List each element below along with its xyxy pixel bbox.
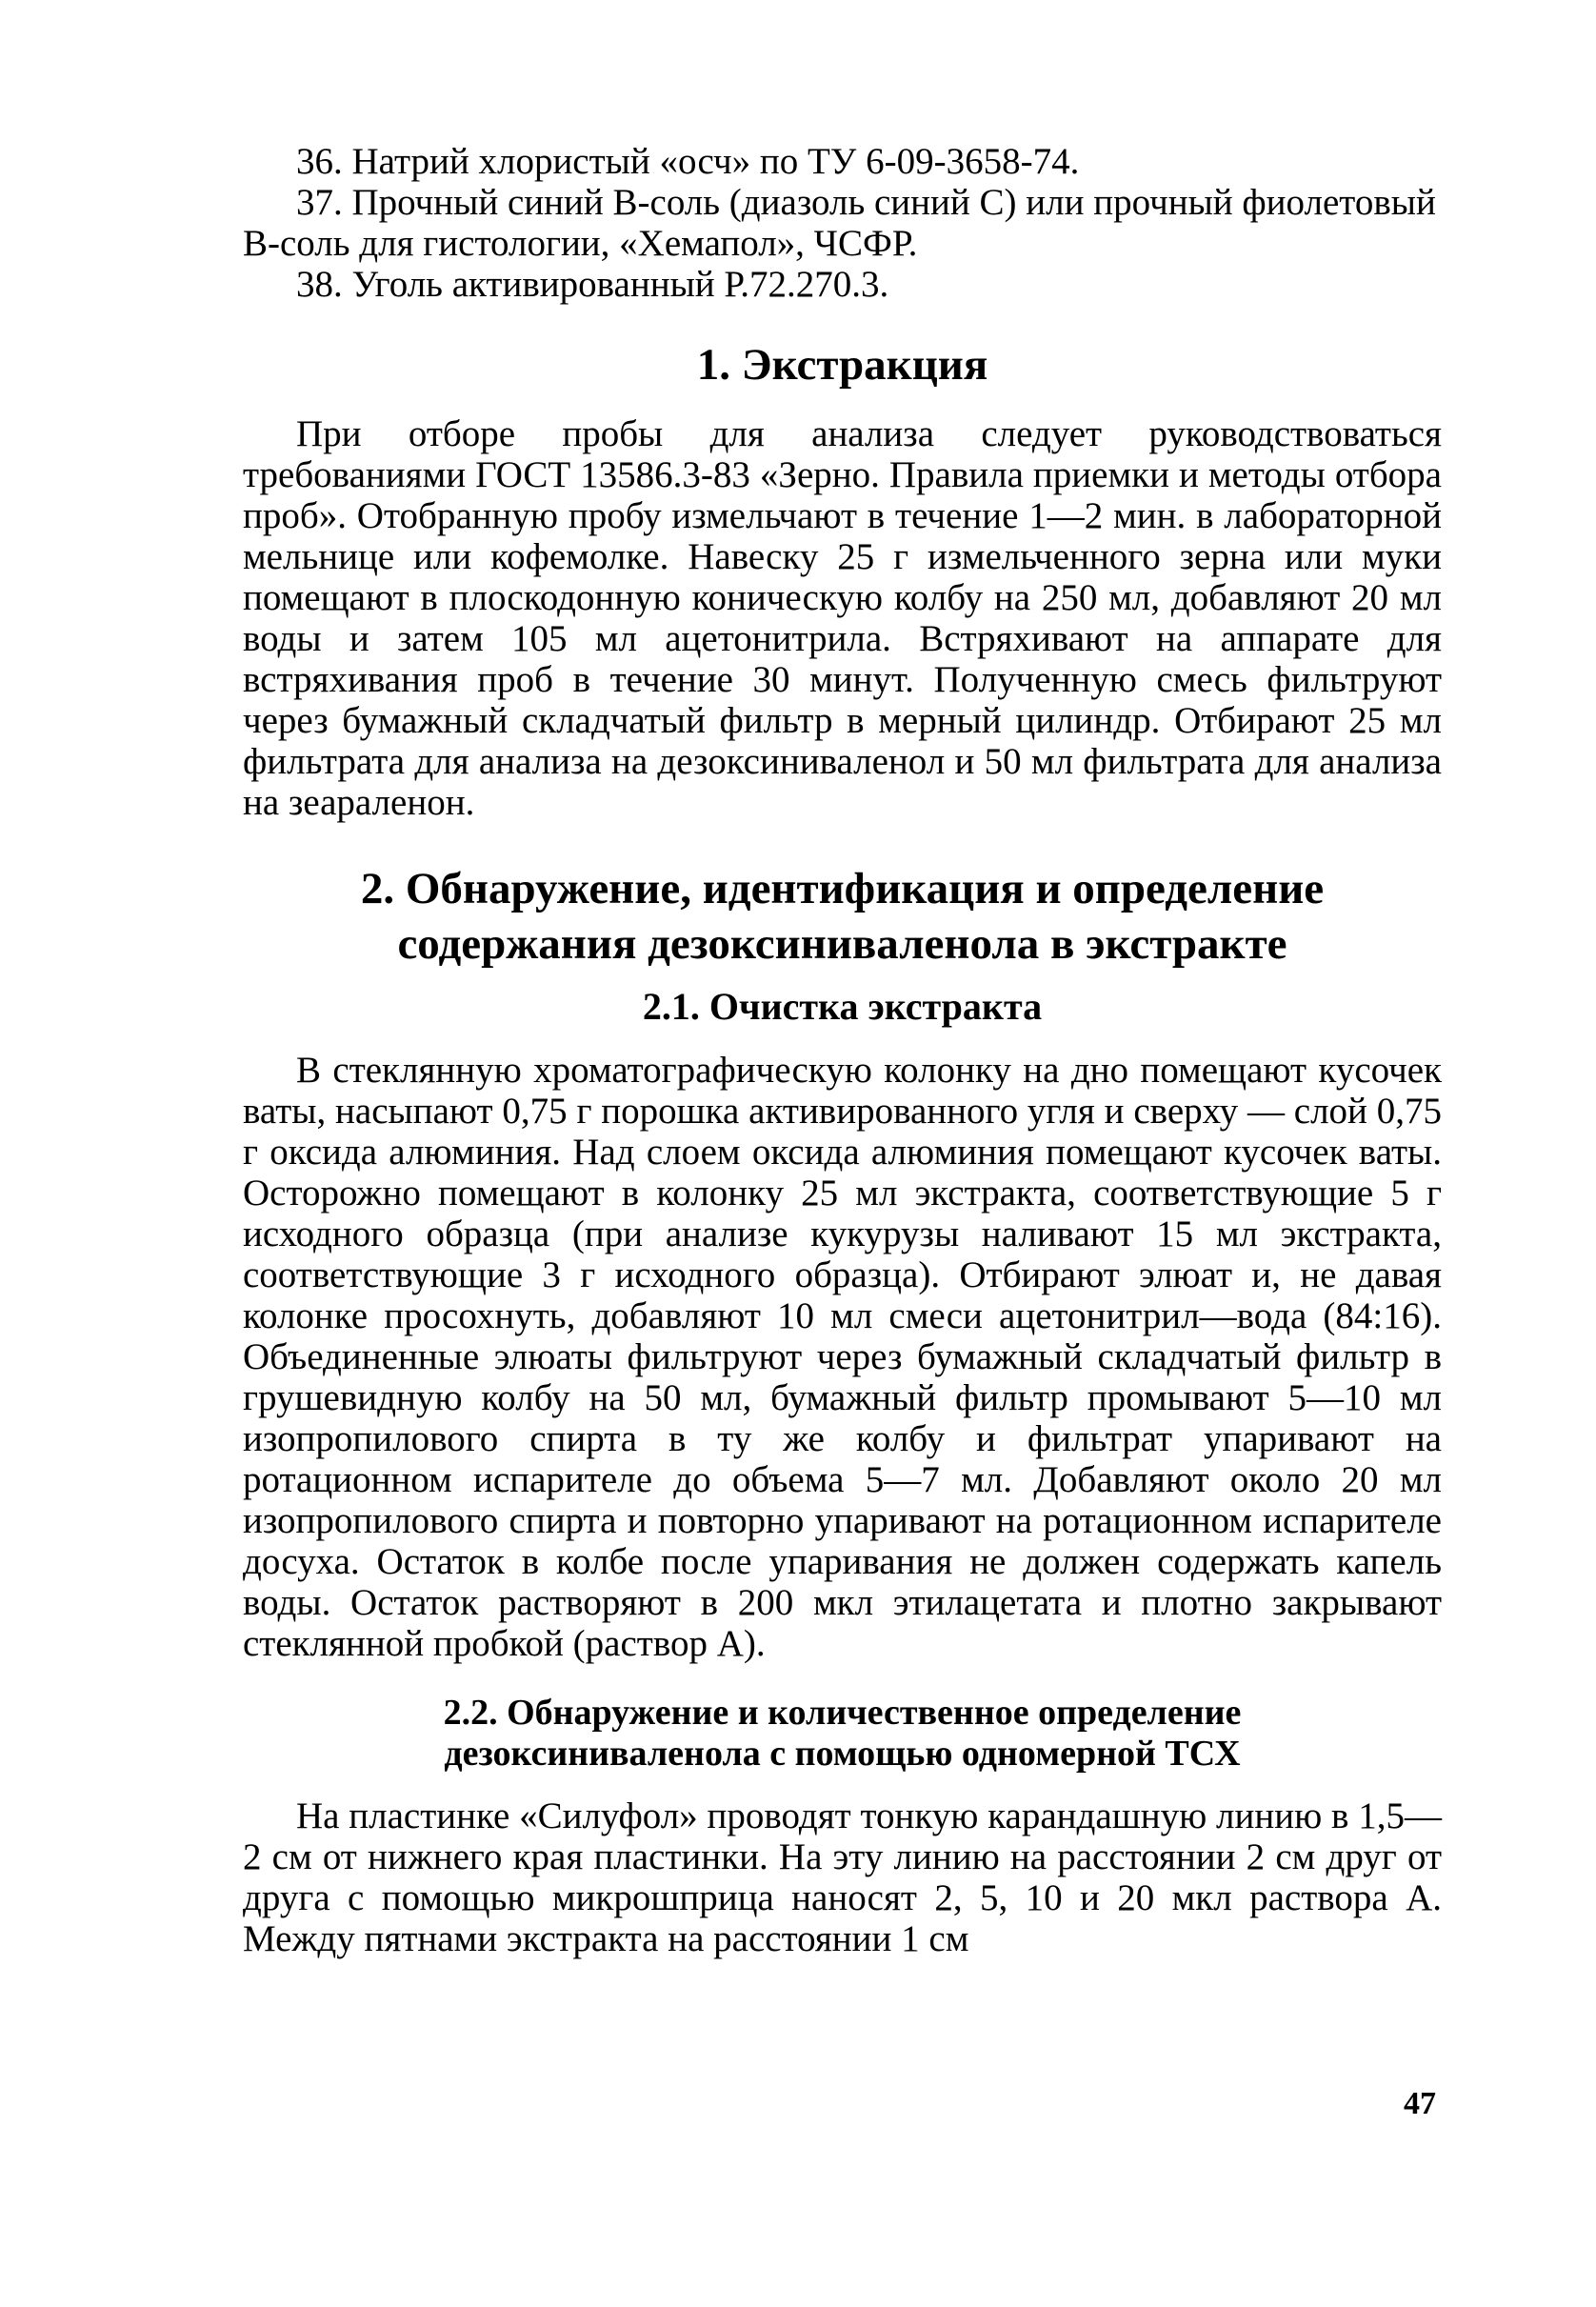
subsection-heading-cleanup: 2.1. Очистка экстракта <box>642 985 1043 1028</box>
list-item-37: 37. Прочный синий В-соль (диазоль синий С) или прочный фиолетовый В-соль для гистологии, «Хемапол», ЧСФР. <box>243 182 1436 264</box>
list-item-36: 36. Натрий хлористый «осч» по ТУ 6-09-3658-74. <box>296 141 1080 182</box>
section-heading-extraction: 1. Экстракция <box>696 340 988 390</box>
subsection-heading-tlc-line2: дезоксиниваленола с помощью одномерной ТСХ <box>444 1734 1241 1774</box>
tlc-paragraph: На пластинке «Силуфол» проводят тонкую карандашную линию в 1,5—2 см от нижнего края пластинки. На эту линию на расстоянии 2 см друг от друга с помощью микрошприца наносят 2, 5, 10 и 20 мкл раствора А. Между пятнами экстракта на расстоянии 1 см <box>243 1795 1442 1959</box>
cleanup-paragraph: В стеклянную хроматографическую колонку на дно помещают кусочек ваты, насыпают 0,75 г порошка активированного угля и сверху — слой 0,75 г оксида алюминия. Над слоем оксида алюминия помещают кусочек ваты. Осторожно помещают в колонку 25 мл экстракта, соответствующие 5 г исходного образца (при анализе кукурузы наливают 15 мл экстракта, соответствующие 3 г исходного образца). Отбирают элюат и, не давая колонке просохнуть, добавляют 10 мл смеси ацетонитрил—вода (84:16). Объединенные элюаты фильтруют через бумажный складчатый фильтр в грушевидную колбу на 50 мл, бумажный фильтр промывают 5—10 мл изопропилового спирта в ту же колбу и фильтрат упаривают на ротационном испарителе до объема 5—7 мл. Добавляют около 20 мл изопропилового спирта и повторно упаривают на ротационном испарителе досуха. Остаток в колбе после упаривания не должен содержать капель воды. Остаток растворяют в 200 мкл этилацетата и плотно закрывают стеклянной пробкой (раствор А). <box>243 1050 1442 1664</box>
list-item-38: 38. Уголь активированный Р.72.270.3. <box>296 264 889 305</box>
section-heading-detection-line1: 2. Обнаружение, идентификация и определение <box>360 864 1325 913</box>
page-number: 47 <box>1404 2086 1436 2121</box>
section-heading-detection <box>243 861 1442 972</box>
section-heading-detection-line2: содержания дезоксиниваленола в экстракте <box>397 919 1287 969</box>
extraction-paragraph: При отборе пробы для анализа следует руководствоваться требованиями ГОСТ 13586.3-83 «Зерно. Правила приемки и методы отбора проб». Отобранную пробу измельчают в течение 1—2 мин. в лабораторной мельнице или кофемолке. Навеску 25 г измельченного зерна или муки помещают в плоскодонную коническую колбу на 250 мл, добавляют 20 мл воды и затем 105 мл ацетонитрила. Встряхивают на аппарате для встряхивания проб в течение 30 минут. Полученную смесь фильтруют через бумажный складчатый фильтр в мерный цилиндр. Отбирают 25 мл фильтрата для анализа на дезоксиниваленол и 50 мл фильтрата для анализа на зеараленон. <box>243 413 1442 823</box>
subsection-heading-tlc-line1: 2.2. Обнаружение и количественное определение <box>443 1693 1242 1733</box>
subsection-heading-tlc <box>243 1693 1442 1775</box>
